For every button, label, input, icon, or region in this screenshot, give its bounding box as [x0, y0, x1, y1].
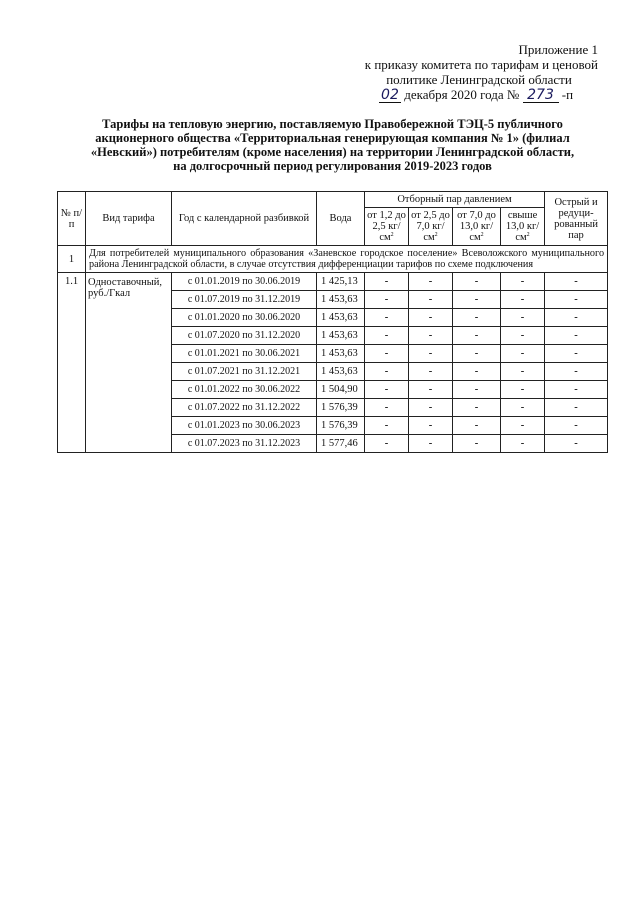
water-tariff-cell: 1 504,90	[317, 381, 365, 399]
sharp-steam-cell: -	[545, 417, 608, 435]
pressure-2-cell: -	[409, 327, 453, 345]
period-cell: с 01.07.2022 по 31.12.2022	[172, 399, 317, 417]
tariff-type: Одноставочный, руб./Гкал	[86, 273, 172, 453]
pressure-1-cell: -	[365, 399, 409, 417]
pressure-3-cell: -	[453, 273, 501, 291]
table-row	[58, 273, 608, 291]
water-tariff-cell: 1 453,63	[317, 345, 365, 363]
col-header-period: Год с календарной разбивкой	[172, 192, 317, 246]
pressure-2-cell: -	[409, 291, 453, 309]
pressure-1-cell: -	[365, 435, 409, 453]
appendix-order-ref: к приказу комитета по тарифам и ценовой	[364, 57, 598, 72]
pressure-1-cell: -	[365, 291, 409, 309]
pressure-1-cell: -	[365, 309, 409, 327]
group-description: Для потребителей муниципального образования «Заневское городское поселение» Всеволожского муниципального района Ленинградской области, в случае отсутствия дифференциации тарифов по схеме подключения	[86, 246, 608, 273]
pressure-3-cell: -	[453, 363, 501, 381]
period-cell: с 01.01.2021 по 30.06.2021	[172, 345, 317, 363]
water-tariff-cell: 1 576,39	[317, 417, 365, 435]
handwritten-day: 02	[379, 89, 401, 103]
period-cell: с 01.01.2020 по 30.06.2020	[172, 309, 317, 327]
tariff-table	[57, 191, 608, 453]
sharp-steam-cell: -	[545, 273, 608, 291]
col-header-water: Вода	[317, 192, 365, 246]
document-title	[60, 117, 605, 173]
pressure-2-cell: -	[409, 417, 453, 435]
col-header-steam-group: Отборный пар давлением	[365, 192, 545, 208]
title-line: акционерного общества «Территориальная генерирующая компания № 1» (филиал	[95, 131, 570, 145]
water-tariff-cell: 1 453,63	[317, 363, 365, 381]
pressure-2-cell: -	[409, 309, 453, 327]
title-line: на долгосрочный период регулирования 2019-2023 годов	[173, 159, 492, 173]
pressure-4-cell: -	[501, 417, 545, 435]
pressure-4-cell: -	[501, 435, 545, 453]
pressure-1-cell: -	[365, 327, 409, 345]
sharp-steam-cell: -	[545, 399, 608, 417]
period-cell: с 01.01.2023 по 30.06.2023	[172, 417, 317, 435]
pressure-3-cell: -	[453, 327, 501, 345]
col-header-pressure-3: от 7,0 до 13,0 $кг/см^2$	[453, 208, 501, 246]
col-header-pressure-2: от 2,5 до 7,0 $кг/см^2$	[409, 208, 453, 246]
appendix-committee: политике Ленинградской области	[386, 72, 572, 87]
pressure-2-cell: -	[409, 381, 453, 399]
subgroup-number: 1.1	[58, 273, 86, 453]
pressure-3-cell: -	[453, 417, 501, 435]
pressure-2-cell: -	[409, 273, 453, 291]
col-header-pressure-4: свыше 13,0 $кг/см^2$	[501, 208, 545, 246]
col-header-sharp-steam: Острый и редуци- рованный пар	[545, 192, 608, 246]
pressure-3-cell: -	[453, 345, 501, 363]
col-header-type: Вид тарифа	[86, 192, 172, 246]
pressure-2-cell: -	[409, 435, 453, 453]
order-suffix: -п	[561, 87, 574, 102]
pressure-3-cell: -	[453, 399, 501, 417]
sharp-steam-cell: -	[545, 435, 608, 453]
pressure-1-cell: -	[365, 345, 409, 363]
pressure-4-cell: -	[501, 273, 545, 291]
col-header-pressure-1: от 1,2 до 2,5 $кг/см^2$	[365, 208, 409, 246]
pressure-4-cell: -	[501, 327, 545, 345]
sharp-steam-cell: -	[545, 381, 608, 399]
pressure-2-cell: -	[409, 363, 453, 381]
pressure-4-cell: -	[501, 363, 545, 381]
pressure-2-cell: -	[409, 399, 453, 417]
appendix-title: Приложение 1	[518, 42, 598, 57]
pressure-2-cell: -	[409, 345, 453, 363]
sharp-steam-cell: -	[545, 327, 608, 345]
appendix-date-line	[330, 87, 598, 103]
sharp-steam-cell: -	[545, 309, 608, 327]
date-text: декабря 2020 года №	[404, 87, 520, 102]
water-tariff-cell: 1 453,63	[317, 327, 365, 345]
title-line: «Невский») потребителям (кроме населения) на территории Ленинградской области,	[90, 145, 575, 159]
sharp-steam-cell: -	[545, 345, 608, 363]
water-tariff-cell: 1 577,46	[317, 435, 365, 453]
handwritten-order-number: 273	[523, 89, 559, 103]
period-cell: с 01.07.2021 по 31.12.2021	[172, 363, 317, 381]
pressure-4-cell: -	[501, 291, 545, 309]
pressure-1-cell: -	[365, 273, 409, 291]
pressure-4-cell: -	[501, 309, 545, 327]
pressure-4-cell: -	[501, 399, 545, 417]
period-cell: с 01.01.2022 по 30.06.2022	[172, 381, 317, 399]
water-tariff-cell: 1 425,13	[317, 273, 365, 291]
group-number: 1	[58, 246, 86, 273]
pressure-4-cell: -	[501, 345, 545, 363]
group-row	[58, 246, 608, 273]
pressure-4-cell: -	[501, 381, 545, 399]
pressure-1-cell: -	[365, 381, 409, 399]
pressure-3-cell: -	[453, 291, 501, 309]
period-cell: с 01.07.2023 по 31.12.2023	[172, 435, 317, 453]
header-row	[58, 192, 608, 208]
sharp-steam-cell: -	[545, 363, 608, 381]
pressure-1-cell: -	[365, 363, 409, 381]
pressure-3-cell: -	[453, 381, 501, 399]
col-header-no: № п/п	[58, 192, 86, 246]
title-line: Тарифы на тепловую энергию, поставляемую Правобережной ТЭЦ-5 публичного	[102, 117, 563, 131]
appendix-header	[330, 42, 598, 103]
sharp-steam-cell: -	[545, 291, 608, 309]
period-cell: с 01.01.2019 по 30.06.2019	[172, 273, 317, 291]
water-tariff-cell: 1 576,39	[317, 399, 365, 417]
pressure-3-cell: -	[453, 309, 501, 327]
period-cell: с 01.07.2019 по 31.12.2019	[172, 291, 317, 309]
water-tariff-cell: 1 453,63	[317, 309, 365, 327]
pressure-3-cell: -	[453, 435, 501, 453]
pressure-1-cell: -	[365, 417, 409, 435]
water-tariff-cell: 1 453,63	[317, 291, 365, 309]
period-cell: с 01.07.2020 по 31.12.2020	[172, 327, 317, 345]
